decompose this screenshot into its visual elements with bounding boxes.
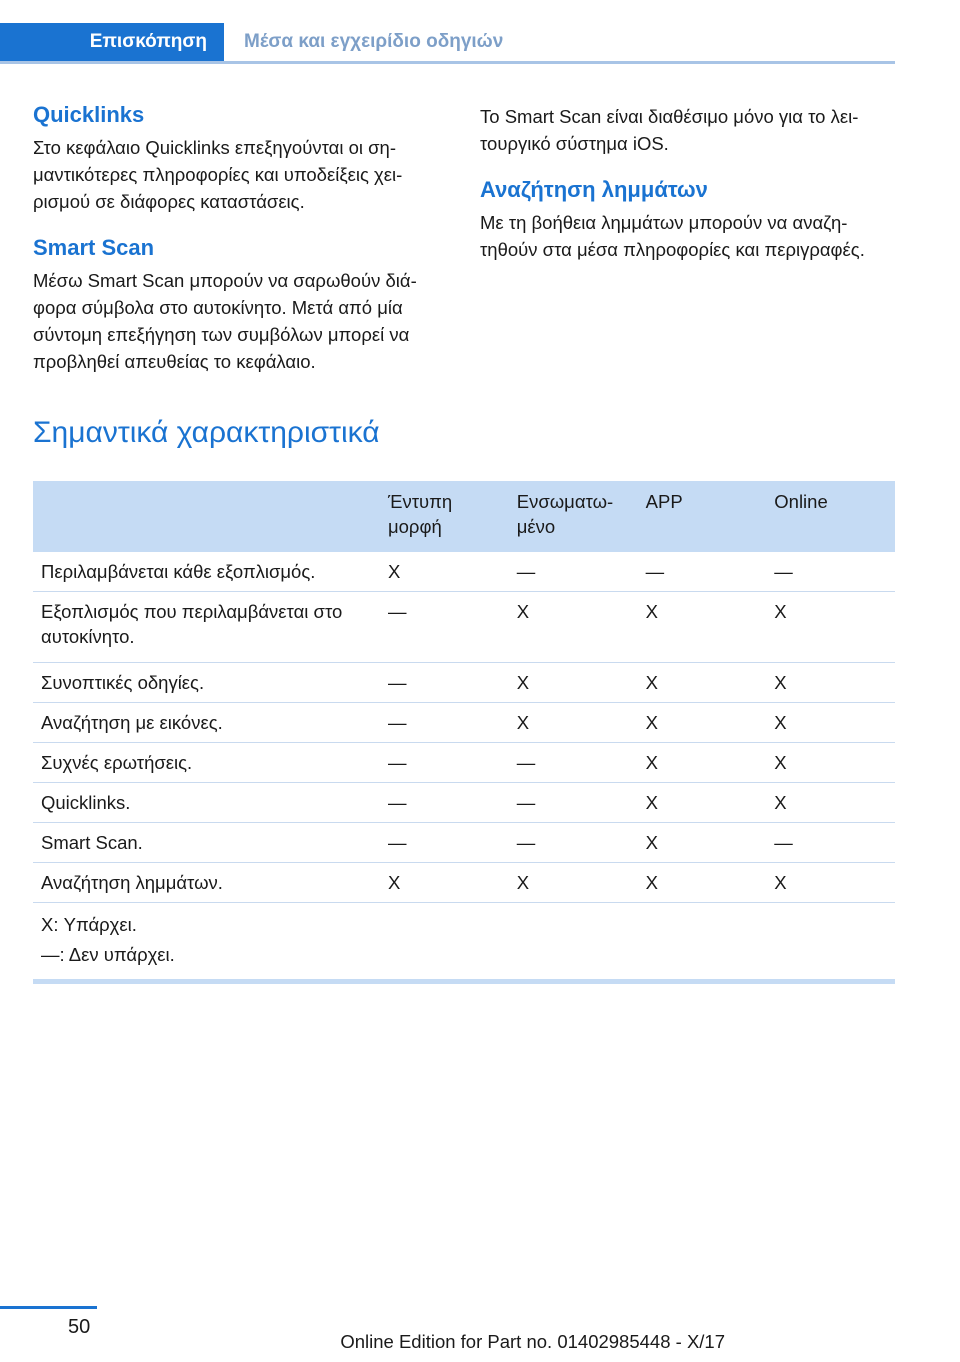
table-cell: — [509, 783, 638, 823]
chapter-tab[interactable]: Επισκόπηση [0, 23, 224, 61]
table-row [33, 823, 895, 863]
table-row [33, 743, 895, 783]
table-cell: — [766, 823, 895, 863]
table-cell: X [509, 592, 638, 663]
table-header-row [33, 481, 895, 552]
footer-rule [0, 1306, 97, 1309]
table-cell: X [766, 783, 895, 823]
section-smart-scan [33, 233, 443, 375]
table-row [33, 863, 895, 903]
section-heading: Αναζήτηση λημμάτων [480, 177, 708, 202]
table-cell: X [638, 863, 767, 903]
table-cell: — [380, 743, 509, 783]
table-legend [33, 903, 895, 978]
table-cell: — [509, 823, 638, 863]
right-column [480, 103, 890, 281]
header-cell-integrated: Ενσωματωμένο [509, 481, 638, 552]
row-label: Περιλαμβάνεται κάθε εξοπλισμός. [33, 552, 380, 592]
table-cell: X [638, 743, 767, 783]
table-cell: — [380, 592, 509, 663]
header-cell-print: Έντυπη μορφή [380, 481, 509, 552]
section-tab[interactable]: Μέσα και εγχειρίδιο οδηγιών [224, 23, 895, 61]
section-text: Το Smart Scan είναι διαθέσιμο μόνο για το λειτουργικό σύστημα iOS. [480, 106, 859, 154]
table-cell: X [509, 663, 638, 703]
table-cell: X [766, 703, 895, 743]
section-quicklinks [33, 100, 443, 215]
table-row [33, 592, 895, 663]
table-cell: — [509, 552, 638, 592]
table-cell: — [380, 703, 509, 743]
row-label: Smart Scan. [33, 823, 380, 863]
header-cell-app: APP [638, 481, 767, 552]
legend-exists: X: Υπάρχει. [41, 914, 137, 935]
section-heading: Smart Scan [33, 235, 155, 260]
table-cell: X [766, 863, 895, 903]
table-legend-row [33, 903, 895, 978]
section-text: Στο κεφάλαιο Quicklinks επεξηγούνται οι σημαντικότερες πληροφορίες και υποδείξεις χειρισμού σε διάφορες καταστάσεις. [33, 137, 403, 212]
table-bottom-rule [33, 979, 895, 984]
table-cell: X [380, 552, 509, 592]
header-cell-online: Online [766, 481, 895, 552]
table-cell: X [509, 703, 638, 743]
table-row [33, 663, 895, 703]
page-number: 50 [68, 1316, 91, 1338]
table-cell: X [509, 863, 638, 903]
table-cell: X [638, 592, 767, 663]
edition-line: Online Edition for Part no. 01402985448 - X/17 [340, 1331, 725, 1352]
table-cell: — [766, 552, 895, 592]
table-cell: X [638, 823, 767, 863]
table-cell: — [380, 663, 509, 703]
features-title: Σημαντικά χαρακτηριστικά [33, 416, 380, 449]
table-cell: — [638, 552, 767, 592]
section-smart-scan-note [480, 103, 890, 157]
table-cell: — [509, 743, 638, 783]
table-cell: X [766, 592, 895, 663]
features-table [33, 481, 895, 977]
table-row [33, 552, 895, 592]
row-label: Συχνές ερωτήσεις. [33, 743, 380, 783]
table-cell: X [380, 863, 509, 903]
table-cell: — [380, 783, 509, 823]
header-cell [33, 481, 380, 552]
table-cell: X [766, 743, 895, 783]
table-cell: X [638, 703, 767, 743]
section-text: Με τη βοήθεια λημμάτων μπορούν να αναζητηθούν στα μέσα πληροφορίες και περιγραφές. [480, 212, 865, 260]
row-label: Εξοπλισμός που περιλαμβάνεται στο αυτοκίνητο. [33, 592, 380, 663]
left-column [33, 100, 443, 393]
row-label: Αναζήτηση με εικόνες. [33, 703, 380, 743]
row-label: Αναζήτηση λημμάτων. [33, 863, 380, 903]
table-cell: — [380, 823, 509, 863]
table-row [33, 703, 895, 743]
section-heading: Quicklinks [33, 102, 145, 127]
header-divider [0, 61, 895, 64]
section-keyword-search [480, 175, 890, 263]
table-cell: X [638, 663, 767, 703]
legend-not-exists: —: Δεν υπάρχει. [41, 944, 175, 965]
row-label: Quicklinks. [33, 783, 380, 823]
row-label: Συνοπτικές οδηγίες. [33, 663, 380, 703]
page-header [0, 23, 895, 61]
section-text: Μέσω Smart Scan μπορούν να σαρωθούν διάφορα σύμβολα στο αυτοκίνητο. Μετά από μία σύντομη επεξήγηση των συμβόλων μπορεί να προβληθεί απευθείας το κεφάλαιο. [33, 270, 417, 372]
table-row [33, 783, 895, 823]
table-cell: X [638, 783, 767, 823]
table-cell: X [766, 663, 895, 703]
